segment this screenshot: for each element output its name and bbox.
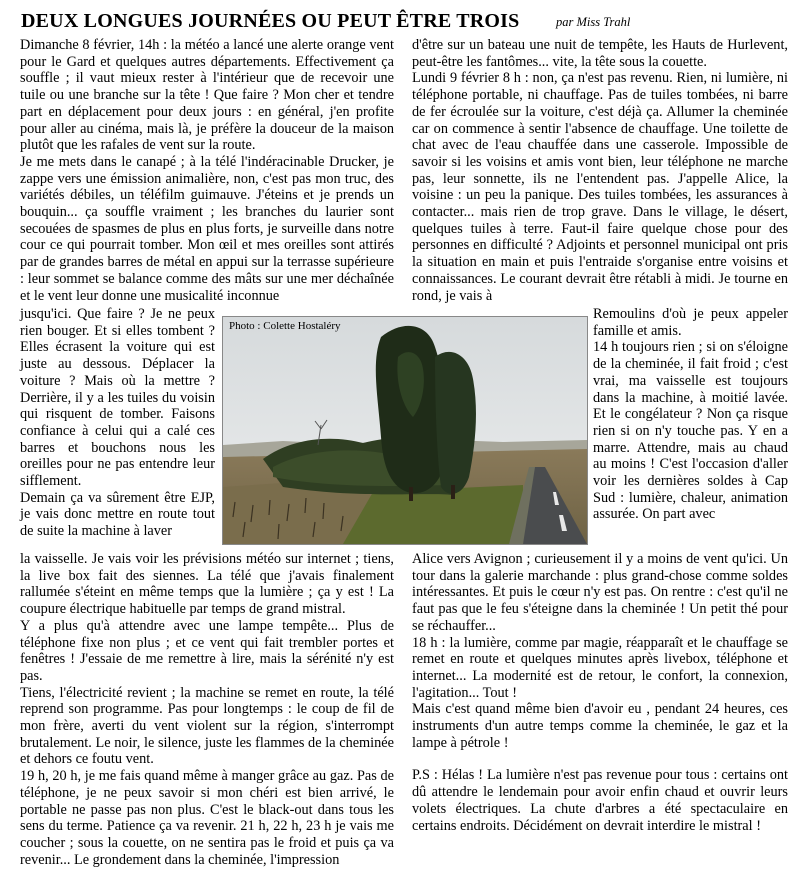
- paragraph: jusqu'ici. Que faire ? Je ne peux rien bouger. Et si elles tombent ? Elles écrasent la voiture qui est juste au dessous. Déplacer la voiture ? Mais où la mettre ? Derrière, il y a les tuiles du voisin qui risquent de tomber. Faisons confiance à celui qui a calé ces barres et bouchons nous les oreilles pour ne pas entendre leur sifflement.: [20, 306, 215, 490]
- right-column-wrap: [593, 306, 788, 523]
- paragraph: Dimanche 8 février, 14h : la météo a lancé une alerte orange vent pour le Gard et quelques autres départements. Effectivement ça souffle ; il vaut mieux rester à l'intérieur que de recevoir une tuile ou une branche sur la tête ! Que faire ? Mon cher et tendre part en déplacement pour deux jours : en général, j'en profite pour aller au cinéma, mais là, je préfère la douceur de la maison plutôt que les rafales de vent sur la route.: [20, 37, 394, 154]
- paragraph: Alice vers Avignon ; curieusement il y a moins de vent qu'ici. Un tour dans la galerie marchande : plus grand-chose comme soldes intéressantes. Et puis le cœur n'y est pas. On rentre : c'est qu'il ne faut pas que le feu s'éteigne dans la cheminée ! Un petit thé pour se réchauffer...: [412, 551, 788, 634]
- windswept-cypress-landscape: [223, 317, 587, 544]
- paragraph: Remoulins d'où je peux appeler famille et amis.: [593, 306, 788, 339]
- paragraph: Lundi 9 février 8 h : non, ça n'est pas revenu. Rien, ni lumière, ni téléphone portable, ni chauffage. Pas de tuiles tombées, ni barre de fer écroulée sur la voiture, c'est déjà ça. Allumer la cheminée car on commence à sentir l'absence de chauffage. Une toilette de chat avec de l'eau chauffée dans une casserole. Impossible de savoir si les voisins et amis vont bien, leur téléphone ne marche pas, leur sonnette, ils ne l'entendent pas. J'appelle Alice, la voisine : un peu la panique. Des tuiles tombées, les assurances à contacter... mais rien de trop grave. Dans le village, le désert, quelques tuiles à terre. Faut-il faire quelque chose pour des personnes en difficulté ? Adjoints et personnel municipal ont pris la situation en main et puis l'entraide s'organise entre voisins et connaissances. Le courant devrait être rétabli à midi. Je tourne en rond, je vais à: [412, 70, 788, 304]
- paragraph: Mais c'est quand même bien d'avoir eu , pendant 24 heures, ces instruments d'un autre temps comme la cheminée, le gaz et la lampe à pétrole !: [412, 701, 788, 751]
- photo-credit: Photo : Colette Hostaléry: [229, 320, 341, 332]
- paragraph: 14 h toujours rien ; si on s'éloigne de la cheminée, il fait froid ; c'est vrai, ma vaisselle est toujours dans la machine, à moitié lavée. Et le congélateur ? Non ça risque rien si on n'y touche pas. Y en a marre. Attendre, mais au chaud au moins ! C'est l'occasion d'aller voir les dernières soldes à Cap Sud : lumière, chaleur, animation assurée. On part avec: [593, 339, 788, 523]
- paragraph-spacer: [412, 751, 788, 767]
- right-column-top: [412, 37, 788, 304]
- left-column-top: [20, 37, 394, 304]
- paragraph: Je me mets dans le canapé ; à la télé l'indéracinable Drucker, je zappe vers une émission animalière, non, c'est pas mon truc, des variétés débiles, un téléfilm guimauve. J'éteins et je prends un bouquin... ça souffle vraiment ; les branches du laurier sont secouées de spasmes de plus en plus forts, je surveille dans notre cour ce qui pourrait tomber. Mon œil et mes oreilles sont attirés par de grandes barres de métal en appui sur la terrasse supérieure : leur sommet se balance comme des mâts sur une mer déchaînée et le vent leur donne une musicalité inconnue: [20, 153, 394, 304]
- author-byline: par Miss Trahl: [556, 15, 631, 29]
- paragraph: P.S : Hélas ! La lumière n'est pas revenue pour tous : certains ont dû attendre le lendemain pour avoir enfin chaud et ouvrir leurs volets électriques. La chute d'arbres a été spectaculaire en certains endroits. Décidément on devrait interdire le mistral !: [412, 767, 788, 834]
- left-column-wrap: [20, 306, 215, 540]
- left-column-bottom: [20, 551, 394, 868]
- paragraph: 19 h, 20 h, je me fais quand même à manger grâce au gaz. Pas de téléphone, je ne peux savoir si mon chéri est bien arrivé, le portable ne passe pas non plus. C'est le black-out dans tous les sens du terme. Patience ça va revenir. 21 h, 22 h, 23 h je vais me coucher ; sous la couette, on ne sentira pas le froid et puis ça va revenir... Le grondement dans la cheminée, l'impression: [20, 768, 394, 868]
- paragraph: la vaisselle. Je vais voir les prévisions météo sur internet ; tiens, la live box fait des siennes. La télé que j'avais finalement rallumée s'éteint en même temps que la lumière ; ça y est ! La coupure électrique habituelle par temps de grand mistral.: [20, 551, 394, 618]
- paragraph: Tiens, l'électricité revient ; la machine se remet en route, la télé reprend son programme. Pas pour longtemps : le coup de fil de mon frère, averti du vent violent sur la région, s'interrompt brutalement. Le noir, le silence, juste les flammes de la cheminée et dehors ce foutu vent.: [20, 684, 394, 768]
- paragraph: Demain ça va sûrement être EJP, je vais donc mettre en route tout de suite la machine à laver: [20, 489, 215, 540]
- paragraph: d'être sur un bateau une nuit de tempête, les Hauts de Hurlevent, peut-être les fantômes... vite, la tête sous la couette.: [412, 37, 788, 70]
- paragraph: 18 h : la lumière, comme par magie, réapparaît et le chauffage se remet en route et quelques minutes après livebox, téléphone et internet... La modernité est de retour, le confort, la connexion, l'agitation... Tout !: [412, 634, 788, 701]
- right-column-bottom: [412, 551, 788, 834]
- article-photo: [222, 316, 588, 545]
- paragraph: Y a plus qu'à attendre avec une lampe tempête... Plus de téléphone fixe non plus ; et ce vent qui fait trembler portes et fenêtres ! J'essaie de me remettre à lire, mais la sérénité n'y est pas.: [20, 617, 394, 684]
- article-title: DEUX LONGUES JOURNÉES OU PEUT ÊTRE TROIS: [21, 10, 520, 32]
